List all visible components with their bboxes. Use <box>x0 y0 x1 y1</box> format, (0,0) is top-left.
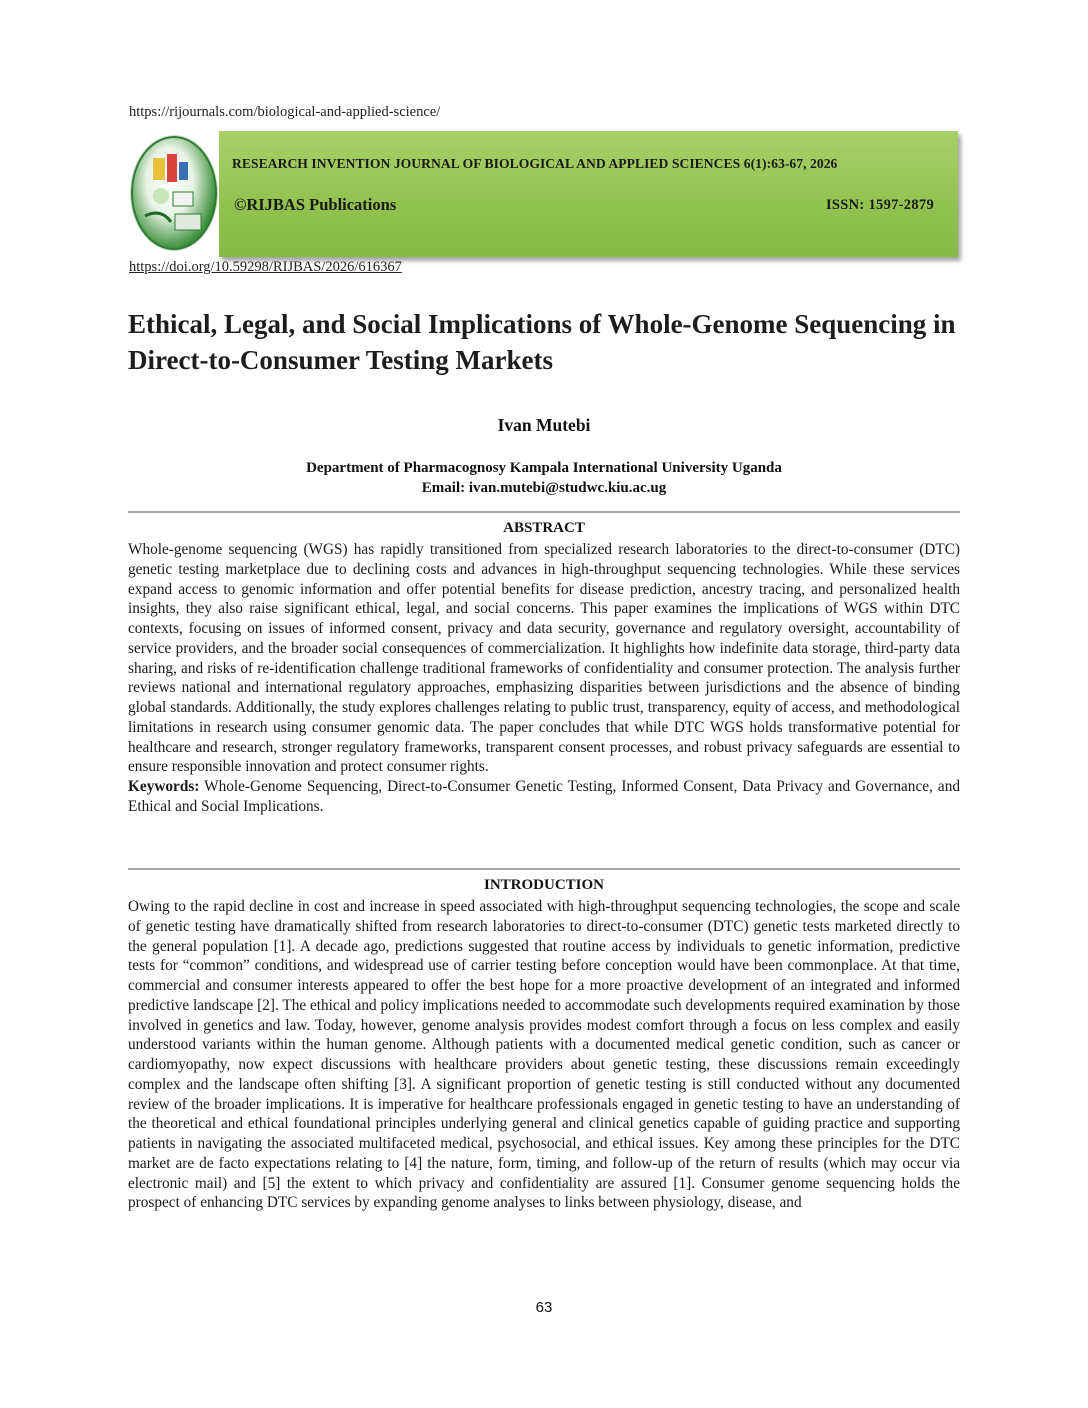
author-name: Ivan Mutebi <box>497 415 591 435</box>
journal-volume: 6(1):63-67, 2026 <box>743 156 838 171</box>
keywords-paragraph <box>128 777 960 817</box>
page-number: 63 <box>535 1299 553 1316</box>
paper-title: Ethical, Legal, and Social Implications of Whole-Genome Sequencing in Direct-to-Consumer Testing Markets <box>128 309 956 375</box>
journal-name: RESEARCH INVENTION JOURNAL OF BIOLOGICAL AND APPLIED SCIENCES <box>232 156 741 171</box>
keywords-text: Whole-Genome Sequencing, Direct-to-Consumer Genetic Testing, Informed Consent, Data Privacy and Governance, and Ethical and Social Implications. <box>128 778 960 815</box>
introduction-heading: INTRODUCTION <box>483 877 604 893</box>
author-affiliation <box>0 458 1088 498</box>
introduction-top-rule <box>128 868 960 870</box>
abstract-top-rule <box>128 511 960 513</box>
journal-site-url[interactable]: https://rijournals.com/biological-and-applied-science/ <box>129 104 441 120</box>
keywords-label: Keywords: <box>128 778 200 795</box>
journal-title-line <box>232 156 837 172</box>
issn-label: ISSN: 1597-2879 <box>825 197 934 213</box>
introduction-text: Owing to the rapid decline in cost and increase in speed associated with high-throughput sequencing technologies, the scope and scale of genetic testing have dramatically shifted from research laboratories to direct-to-consumer (DTC) genetic tests marketed directly to the general population [1]. A decade ago, predictions suggested that routine access by individuals to genetic information, predictive tests for “common” conditions, and widespread use of carrier testing before conception would have been commonplace. At that time, commercial and consumer interests appeared to offer the best hope for a more proactive development of an integrated and informed predictive landscape [2]. The ethical and policy implications needed to accommodate such developments required examination by those involved in genetics and law. Today, however, genome analysis provides modest comfort through a focus on less complex and easily understood variants within the human genome. Although patients with a documented medical genetic condition, such as cancer or cardiomyopathy, now expect discussions with healthcare providers about genetic testing, these discussions remain exceedingly complex and the landscape often shifting [3]. A significant proportion of genetic testing is still conducted without any documented review of the broader implications. It is imperative for healthcare professionals engaged in genetic testing to have an understanding of the theoretical and ethical foundational principles underlying general and clinical genetics capable of guiding practice and supporting patients in navigating the associated multifaceted medical, psychosocial, and ethical issues. Key among these principles for the DTC market are de facto expectations relating to [4] the nature, form, timing, and follow-up of the return of results (which may occur via electronic mail) and [5] the extent to which privacy and confidentiality are assured [1]. Consumer genome sequencing holds the prospect of enhancing DTC services by expanding genome analyses to links between physiology, disease, and <box>128 898 960 1212</box>
doi-link[interactable]: https://doi.org/10.59298/RIJBAS/2026/616367 <box>129 259 402 275</box>
abstract-text: Whole-genome sequencing (WGS) has rapidly transitioned from specialized research laboratories to the direct-to-consumer (DTC) genetic testing marketplace due to declining costs and advances in high-throughput sequencing technologies. While these services expand access to genomic information and offer potential benefits for disease prediction, ancestry tracing, and personalized health insights, they also raise significant ethical, legal, and social concerns. This paper examines the implications of WGS within DTC contexts, focusing on issues of informed consent, privacy and data security, governance and regulatory oversight, accountability of service providers, and the broader social consequences of commercialization. It highlights how indefinite data storage, third-party data sharing, and risks of re-identification challenge traditional frameworks of confidentiality and consumer protection. The analysis further reviews national and international regulatory approaches, emphasizing disparities between jurisdictions and the absence of binding global standards. Additionally, the study explores challenges relating to public trust, transparency, equity of access, and methodological limitations in research using consumer genomic data. The paper concludes that while DTC WGS holds transformative potential for healthcare and research, stronger regulatory frameworks, transparent consent processes, and robust privacy safeguards are essential to ensure responsible innovation and protect consumer rights. <box>128 541 960 776</box>
journal-logo <box>131 136 217 250</box>
journal-logo-graphic <box>131 136 217 250</box>
abstract-section <box>128 540 960 817</box>
abstract-heading: ABSTRACT <box>503 520 585 536</box>
department-line: Department of Pharmacognosy Kampala International University Uganda <box>306 460 782 476</box>
email-line: Email: ivan.mutebi@studwc.kiu.ac.ug <box>421 480 667 496</box>
publisher-label: ©RIJBAS Publications <box>234 195 397 214</box>
introduction-section <box>128 897 960 1213</box>
journal-banner <box>219 131 958 257</box>
